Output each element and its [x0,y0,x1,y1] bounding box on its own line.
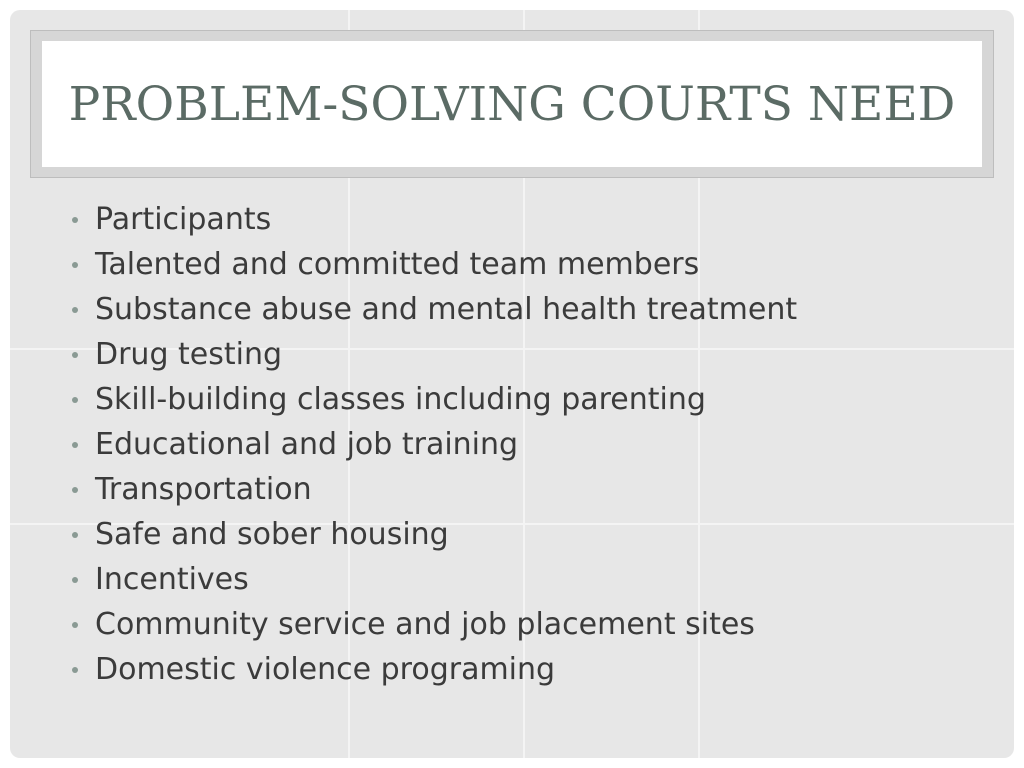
bullet-item [72,197,972,242]
title-frame [30,30,994,178]
title-box [42,41,982,167]
bullet-item [72,647,972,692]
bullet-text: Drug testing [95,337,283,372]
bullet-icon [72,667,78,673]
bullet-text: Transportation [95,472,312,507]
bullet-icon [72,397,78,403]
bullet-text: Participants [95,202,272,237]
bullet-list [72,197,972,692]
bullet-icon [72,577,78,583]
slide-title: PROBLEM-SOLVING COURTS NEED [68,76,956,132]
bullet-item [72,512,972,557]
bullet-icon [72,352,78,358]
bullet-item [72,467,972,512]
bullet-item [72,422,972,467]
bullet-icon [72,532,78,538]
slide [10,10,1014,758]
bullet-item [72,377,972,422]
bullet-text: Domestic violence programing [95,652,556,687]
bullet-item [72,287,972,332]
bullet-item [72,557,972,602]
bullet-text: Skill-building classes including parenting [95,382,706,417]
bullet-item [72,332,972,377]
bullet-text: Incentives [95,562,249,597]
bullet-icon [72,262,78,268]
bullet-icon [72,622,78,628]
bullet-text: Substance abuse and mental health treatment [95,292,798,327]
bullet-icon [72,442,78,448]
bullet-text: Safe and sober housing [95,517,449,552]
bullet-text: Talented and committed team members [95,247,700,282]
bullet-icon [72,487,78,493]
bullet-item [72,602,972,647]
bullet-text: Educational and job training [95,427,519,462]
bullet-icon [72,217,78,223]
bullet-icon [72,307,78,313]
bullet-item [72,242,972,287]
bullet-text: Community service and job placement sites [95,607,755,642]
